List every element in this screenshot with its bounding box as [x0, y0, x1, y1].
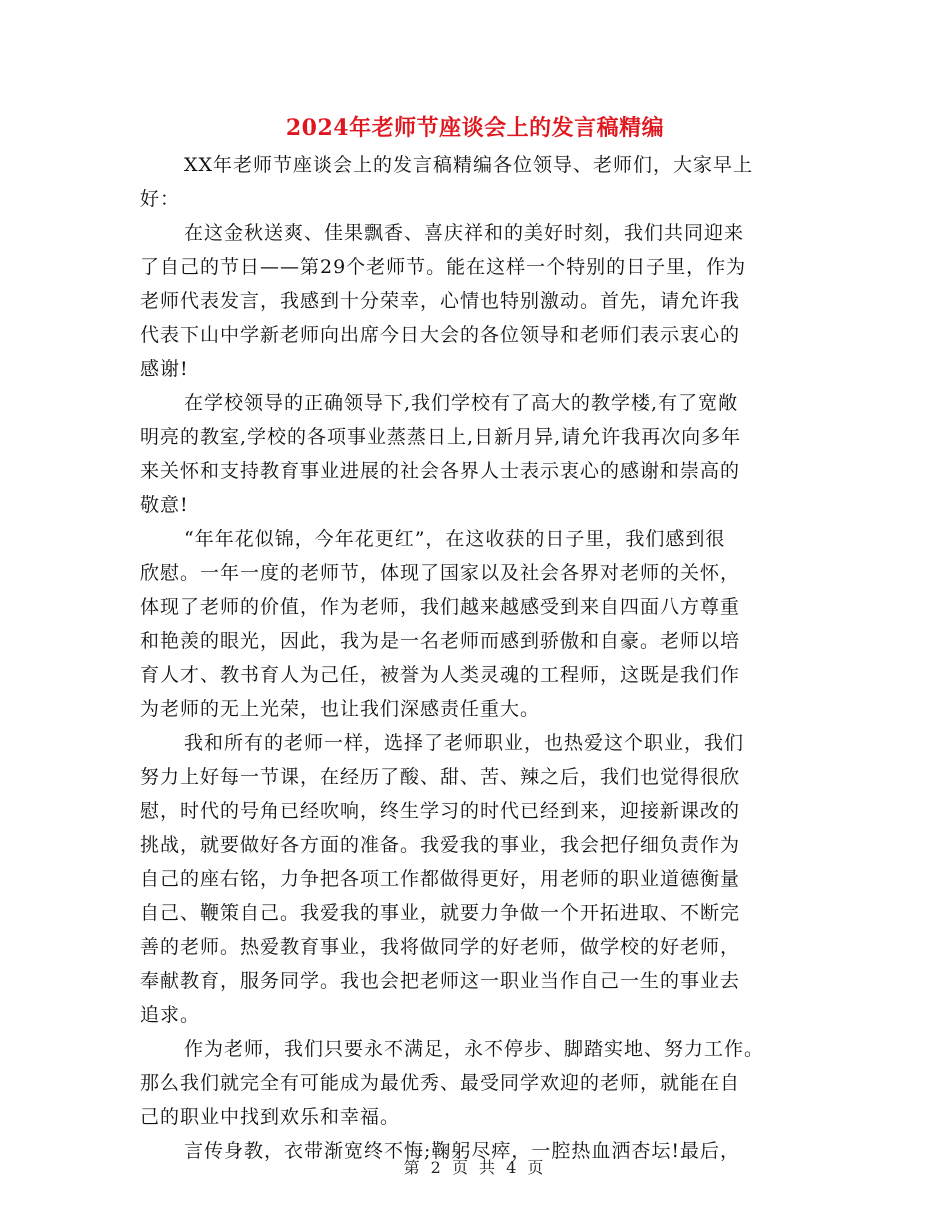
document-title: 2024年老师节座谈会上的发言稿精编: [285, 115, 665, 141]
text-line: “年年花似锦，今年花更红”，在这收获的日子里，我们感到很: [184, 528, 726, 550]
text-line: 我和所有的老师一样，选择了老师职业，也热爱这个职业，我们: [184, 732, 745, 754]
text-line: 欣慰。一年一度的老师节，体现了国家以及社会各界对老师的关怀，: [140, 562, 741, 584]
text-line: 作为老师，我们只要永不满足，永不停步、脚踏实地、努力工作。: [184, 1038, 765, 1060]
text-line: 育人才、教书育人为己任，被誉为人类灵魂的工程师，这既是我们作: [140, 664, 741, 686]
text-line: 体现了老师的价值，作为老师，我们越来越感受到来自四面八方尊重: [140, 596, 741, 618]
text-line: 了自己的节日——第29个老师节。能在这样一个特别的日子里，作为: [140, 256, 747, 278]
text-line: 自己、鞭策自己。我爱我的事业，就要力争做一个开拓进取、不断完: [140, 902, 741, 924]
text-line: 己的职业中找到欢乐和幸福。: [140, 1106, 401, 1128]
text-line: 老师代表发言，我感到十分荣幸，心情也特别激动。首先，请允许我: [140, 290, 741, 312]
text-line: XX年老师节座谈会上的发言稿精编各位领导、老师们，大家早上: [184, 154, 754, 176]
text-line: 奉献教育，服务同学。我也会把老师这一职业当作自己一生的事业去: [140, 970, 741, 992]
text-line: 代表下山中学新老师向出席今日大会的各位领导和老师们表示衷心的: [140, 324, 741, 346]
text-line: 言传身教，衣带渐宽终不悔;鞠躬尽瘁，一腔热血洒杏坛!最后，: [184, 1140, 741, 1162]
page-footer: 第 2 页 共 4 页: [403, 1158, 547, 1177]
text-line: 和艳羡的眼光，因此，我为是一名老师而感到骄傲和自豪。老师以培: [140, 630, 741, 652]
paragraph: [140, 522, 820, 726]
paragraph: [140, 1032, 820, 1134]
paragraph: [140, 148, 820, 216]
text-line: 慰，时代的号角已经吹响，终生学习的时代已经到来，迎接新课改的: [140, 800, 741, 822]
text-line: 好：: [140, 188, 181, 210]
text-line: 努力上好每一节课，在经历了酸、甜、苦、辣之后，我们也觉得很欣: [140, 766, 741, 788]
text-line: 自己的座右铭，力争把各项工作都做得更好，用老师的职业道德衡量: [140, 868, 741, 890]
paragraph: [140, 386, 820, 522]
text-line: 感谢!: [140, 358, 189, 380]
text-line: 敬意!: [140, 494, 189, 516]
text-line: 为老师的无上光荣，也让我们深感责任重大。: [140, 698, 541, 720]
paragraph: [140, 726, 820, 1032]
paragraph: [140, 216, 820, 386]
text-line: 挑战，就要做好各方面的准备。我爱我的事业，我会把仔细负责作为: [140, 834, 741, 856]
text-line: 在这金秋送爽、佳果飘香、喜庆祥和的美好时刻，我们共同迎来: [184, 222, 745, 244]
text-line: 善的老师。热爱教育事业，我将做同学的好老师，做学校的好老师，: [140, 936, 741, 958]
document-body: [140, 148, 820, 1168]
text-line: 追求。: [140, 1004, 201, 1026]
text-line: 来关怀和支持教育事业进展的社会各界人士表示衷心的感谢和崇高的: [140, 460, 741, 482]
text-line: 在学校领导的正确领导下,我们学校有了高大的教学楼,有了宽敞: [184, 392, 739, 414]
text-line: 那么我们就完全有可能成为最优秀、最受同学欢迎的老师，就能在自: [140, 1072, 741, 1094]
text-line: 明亮的教室,学校的各项事业蒸蒸日上,日新月异,请允许我再次向多年: [140, 426, 742, 448]
